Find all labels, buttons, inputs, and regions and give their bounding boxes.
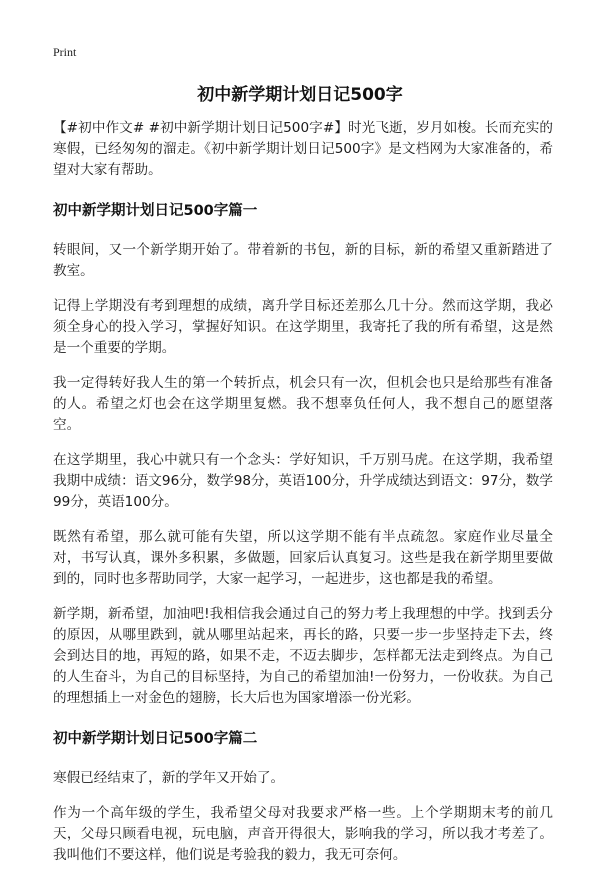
paragraph: 作为一个高年级的学生，我希望父母对我要求严格一些。上个学期期末考的前几天，父母只顾看电视，玩电脑，声音开得很大，影响我的学习，所以我才考差了。我叫他们不要这样，他们说是考验我的毅力，我无可奈何。 [53, 805, 553, 863]
paragraph: 记得上学期没有考到理想的成绩，离升学目标还差那么几十分。然而这学期，我必须全身心的投入学习，掌握好知识。在这学期里，我寄托了我的所有希望，这是然是一个重要的学期。 [53, 298, 553, 356]
paragraph: 既然有希望，那么就可能有失望，所以这学期不能有半点疏忽。家庭作业尽量全对，书写认真，课外多积累，多做题，回家后认真复习。这些是我在新学期里要做到的，同时也多帮助同学，大家一起学习，一起进步，这也都是我的希望。 [53, 529, 553, 587]
article-body [53, 118, 553, 880]
page-title: 初中新学期计划日记500字 [197, 85, 403, 105]
paragraph: 转眼间，又一个新学期开始了。带着新的书包，新的目标，新的希望又重新踏进了教室。 [53, 242, 553, 279]
section-heading: 初中新学期计划日记500字篇一 [53, 203, 258, 219]
paragraph: 寒假已经结束了，新的学年又开始了。 [53, 770, 285, 786]
section-heading: 初中新学期计划日记500字篇二 [53, 731, 258, 747]
print-link[interactable]: Print [53, 45, 77, 59]
paragraph: 我一定得转好我人生的第一个转折点，机会只有一次，但机会也只是给那些有准备的人。希望之灯也会在这学期里复燃。我不想辜负任何人，我不想自己的愿望落空。 [53, 375, 553, 433]
intro-paragraph: 【#初中作文# #初中新学期计划日记500字#】时光飞逝，岁月如梭。长而充实的寒假，已经匆匆的溜走。《初中新学期计划日记500字》是文档网为大家准备的，希望对大家有帮助。 [53, 120, 553, 178]
paragraph: 新学期，新希望，加油吧!我相信我会通过自己的努力考上我理想的中学。找到丢分的原因，从哪里跌到，就从哪里站起来，再长的路，只要一步一步坚持走下去，终会到达目的地，再短的路，如果不走，不迈去脚步，怎样都无法走到终点。为自己的人生奋斗，为自己的目标坚持，为自己的希望加油!一份努力，一份收获。为自己的理想插上一对金色的翅膀，长大后也为国家增添一份光彩。 [53, 606, 553, 706]
paragraph: 在这学期里，我心中就只有一个念头：学好知识，千万别马虎。在这学期，我希望我期中成绩：语文96分，数学98分，英语100分，升学成绩达到语文：97分，数学99分，英语100分。 [53, 452, 553, 510]
